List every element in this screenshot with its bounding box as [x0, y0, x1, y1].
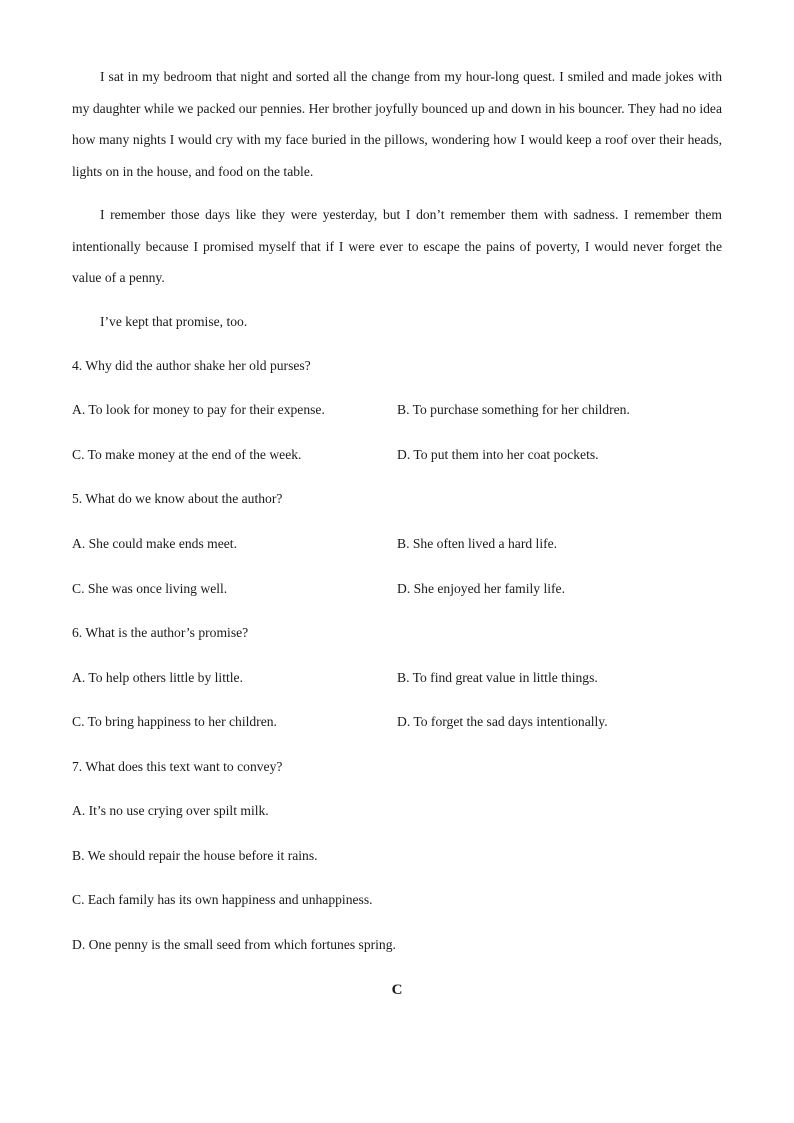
passage-paragraph-1: I sat in my bedroom that night and sorted all the change from my hour-long quest. I smiled and made jokes with my daughter while we packed our pennies. Her brother joyfully bounced up and down in his bouncer. They had no idea how many nights I would cry with my face buried in the pillows, wondering how I would keep a roof over their heads, lights on in the house, and food on the table. [72, 69, 722, 179]
question-6-option-d: D. To forget the sad days intentionally. [397, 714, 608, 729]
question-7-option-b: B. We should repair the house before it rains. [72, 848, 318, 863]
question-6-stem: 6. What is the author’s promise? [72, 625, 249, 640]
question-6-option-c: C. To bring happiness to her children. [72, 714, 277, 729]
passage-paragraph-3: I’ve kept that promise, too. [100, 314, 248, 329]
question-5-option-c: C. She was once living well. [72, 581, 228, 596]
question-6-option-b: B. To find great value in little things. [397, 670, 598, 685]
question-5-stem: 5. What do we know about the author? [72, 491, 283, 506]
question-4-stem: 4. Why did the author shake her old purses? [72, 358, 311, 373]
question-4-option-d: D. To put them into her coat pockets. [397, 447, 599, 462]
question-7-option-d: D. One penny is the small seed from which fortunes spring. [72, 937, 396, 952]
passage-paragraph-2: I remember those days like they were yesterday, but I don’t remember them with sadness. I remember them intentionally because I promised myself that if I were ever to escape the pains of poverty, I would never forget the value of a penny. [72, 207, 722, 285]
question-4-option-b: B. To purchase something for her children. [397, 402, 630, 417]
question-5-option-b: B. She often lived a hard life. [397, 536, 558, 551]
question-5-option-a: A. She could make ends meet. [72, 536, 237, 551]
question-7-stem: 7. What does this text want to convey? [72, 759, 283, 774]
question-5-option-d: D. She enjoyed her family life. [397, 581, 565, 596]
question-4-option-a: A. To look for money to pay for their expense. [72, 402, 325, 417]
question-7-option-c: C. Each family has its own happiness and unhappiness. [72, 892, 373, 907]
question-7-option-a: A. It’s no use crying over spilt milk. [72, 803, 269, 818]
question-4-option-c: C. To make money at the end of the week. [72, 447, 302, 462]
section-heading: C [391, 982, 403, 998]
question-6-option-a: A. To help others little by little. [72, 670, 243, 685]
